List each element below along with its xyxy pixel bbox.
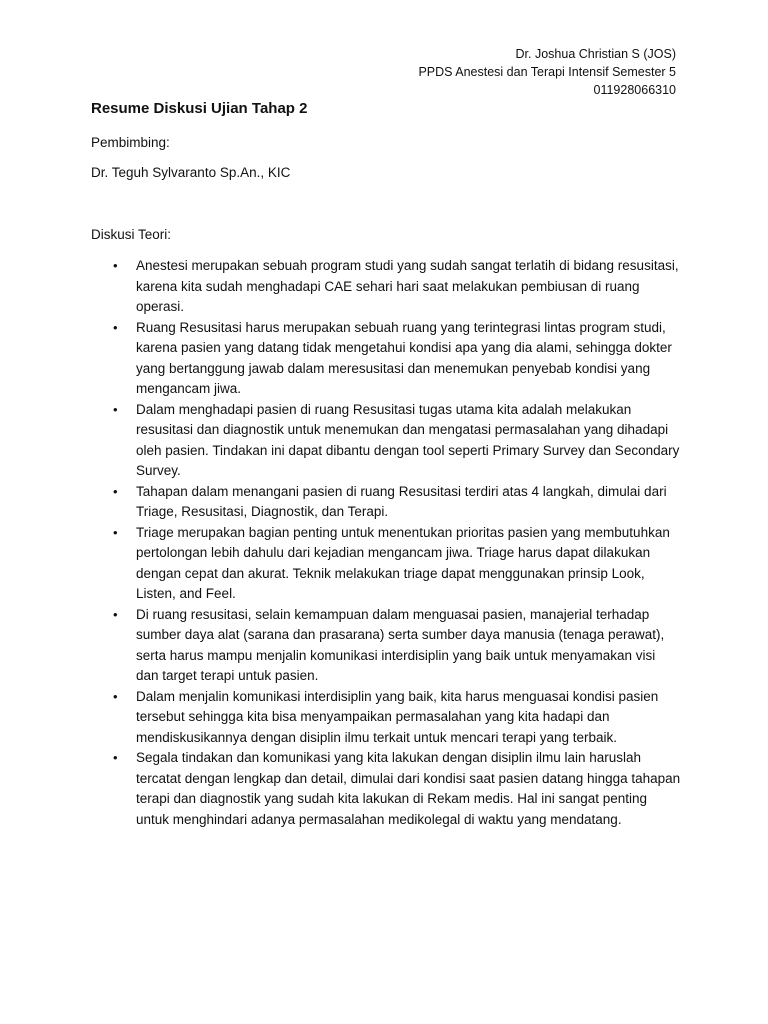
bullet-icon: • [113, 750, 118, 765]
list-item-text: Triage merupakan bagian penting untuk menentukan prioritas pasien yang membutuhkan pertolongan lebih dahulu dari kejadian mengancam jiwa. Triage harus dapat dilakukan dengan cepat dan akurat. Teknik melakukan triage dapat menggunakan prinsip Look, Listen, and Feel. [136, 524, 670, 601]
author-name: Dr. Joshua Christian S (JOS) [515, 47, 676, 61]
program-name: PPDS Anestesi dan Terapi Intensif Semester 5 [418, 65, 676, 79]
bullet-icon: • [113, 401, 118, 417]
document-title: Resume Diskusi Ujian Tahap 2 [91, 100, 308, 117]
student-id: 011928066310 [593, 83, 676, 97]
list-item [91, 400, 681, 482]
list-item [91, 748, 681, 830]
discussion-points [91, 256, 681, 830]
supervisor-label: Pembimbing: [91, 135, 170, 150]
list-item-text: Dalam menghadapi pasien di ruang Resusitasi tugas utama kita adalah melakukan resusitasi dan diagnostik untuk menemukan dan mengatasi permasalahan yang dihadapi oleh pasien. Tindakan ini dapat dibantu dengan tool seperti Primary Survey dan Secondary Survey. [136, 401, 680, 478]
bullet-icon: • [113, 319, 118, 335]
list-item-text: Segala tindakan dan komunikasi yang kita lakukan dengan disiplin ilmu lain haruslah tercatat dengan lengkap dan detail, dimulai dari kondisi saat pasien datang hingga tahapan terapi dan diagnostik yang sudah kita lakukan di Rekam medis. Hal ini sangat penting untuk menghindari adanya permasalahan medikolegal di waktu yang mendatang. [136, 750, 681, 827]
list-item-text: Di ruang resusitasi, selain kemampuan dalam menguasai pasien, manajerial terhadap sumber daya alat (sarana dan prasarana) serta sumber daya manusia (tenaga perawat), serta harus mampu menjalin komunikasi interdisiplin yang baik untuk menyamakan visi dan target terapi untuk pasien. [136, 606, 665, 683]
list-item [91, 256, 681, 318]
bullet-icon: • [113, 483, 118, 499]
list-item [91, 318, 681, 400]
discussion-label: Diskusi Teori: [91, 227, 172, 242]
bullet-icon: • [113, 258, 118, 273]
supervisor-name: Dr. Teguh Sylvaranto Sp.An., KIC [91, 165, 291, 180]
list-item-text: Tahapan dalam menangani pasien di ruang Resusitasi terdiri atas 4 langkah, dimulai dari Triage, Resusitasi, Diagnostik, dan Terapi. [136, 483, 667, 519]
bullet-icon: • [113, 688, 118, 704]
list-item [91, 482, 681, 523]
list-item-text: Anestesi merupakan sebuah program studi yang sudah sangat terlatih di bidang resusitasi, karena kita sudah menghadapi CAE sehari hari saat melakukan pembiusan di ruang operasi. [136, 258, 679, 314]
list-item [91, 605, 681, 687]
bullet-icon: • [113, 524, 118, 540]
bullet-icon: • [113, 606, 118, 622]
list-item-text: Ruang Resusitasi harus merupakan sebuah ruang yang terintegrasi lintas program studi, karena pasien yang datang tidak mengetahui kondisi apa yang dia alami, sehingga dokter yang bertanggung jawab dalam meresusitasi dan menemukan penyebab kondisi yang mengancam jiwa. [136, 319, 672, 396]
list-item [91, 687, 681, 749]
document-header [418, 45, 676, 99]
list-item-text: Dalam menjalin komunikasi interdisiplin yang baik, kita harus menguasai kondisi pasien tersebut sehingga kita bisa menyampaikan permasalahan yang kita hadapi dan mendiskusikannya dengan disiplin ilmu terkait untuk mencari terapi yang terbaik. [136, 688, 659, 745]
list-item [91, 523, 681, 605]
